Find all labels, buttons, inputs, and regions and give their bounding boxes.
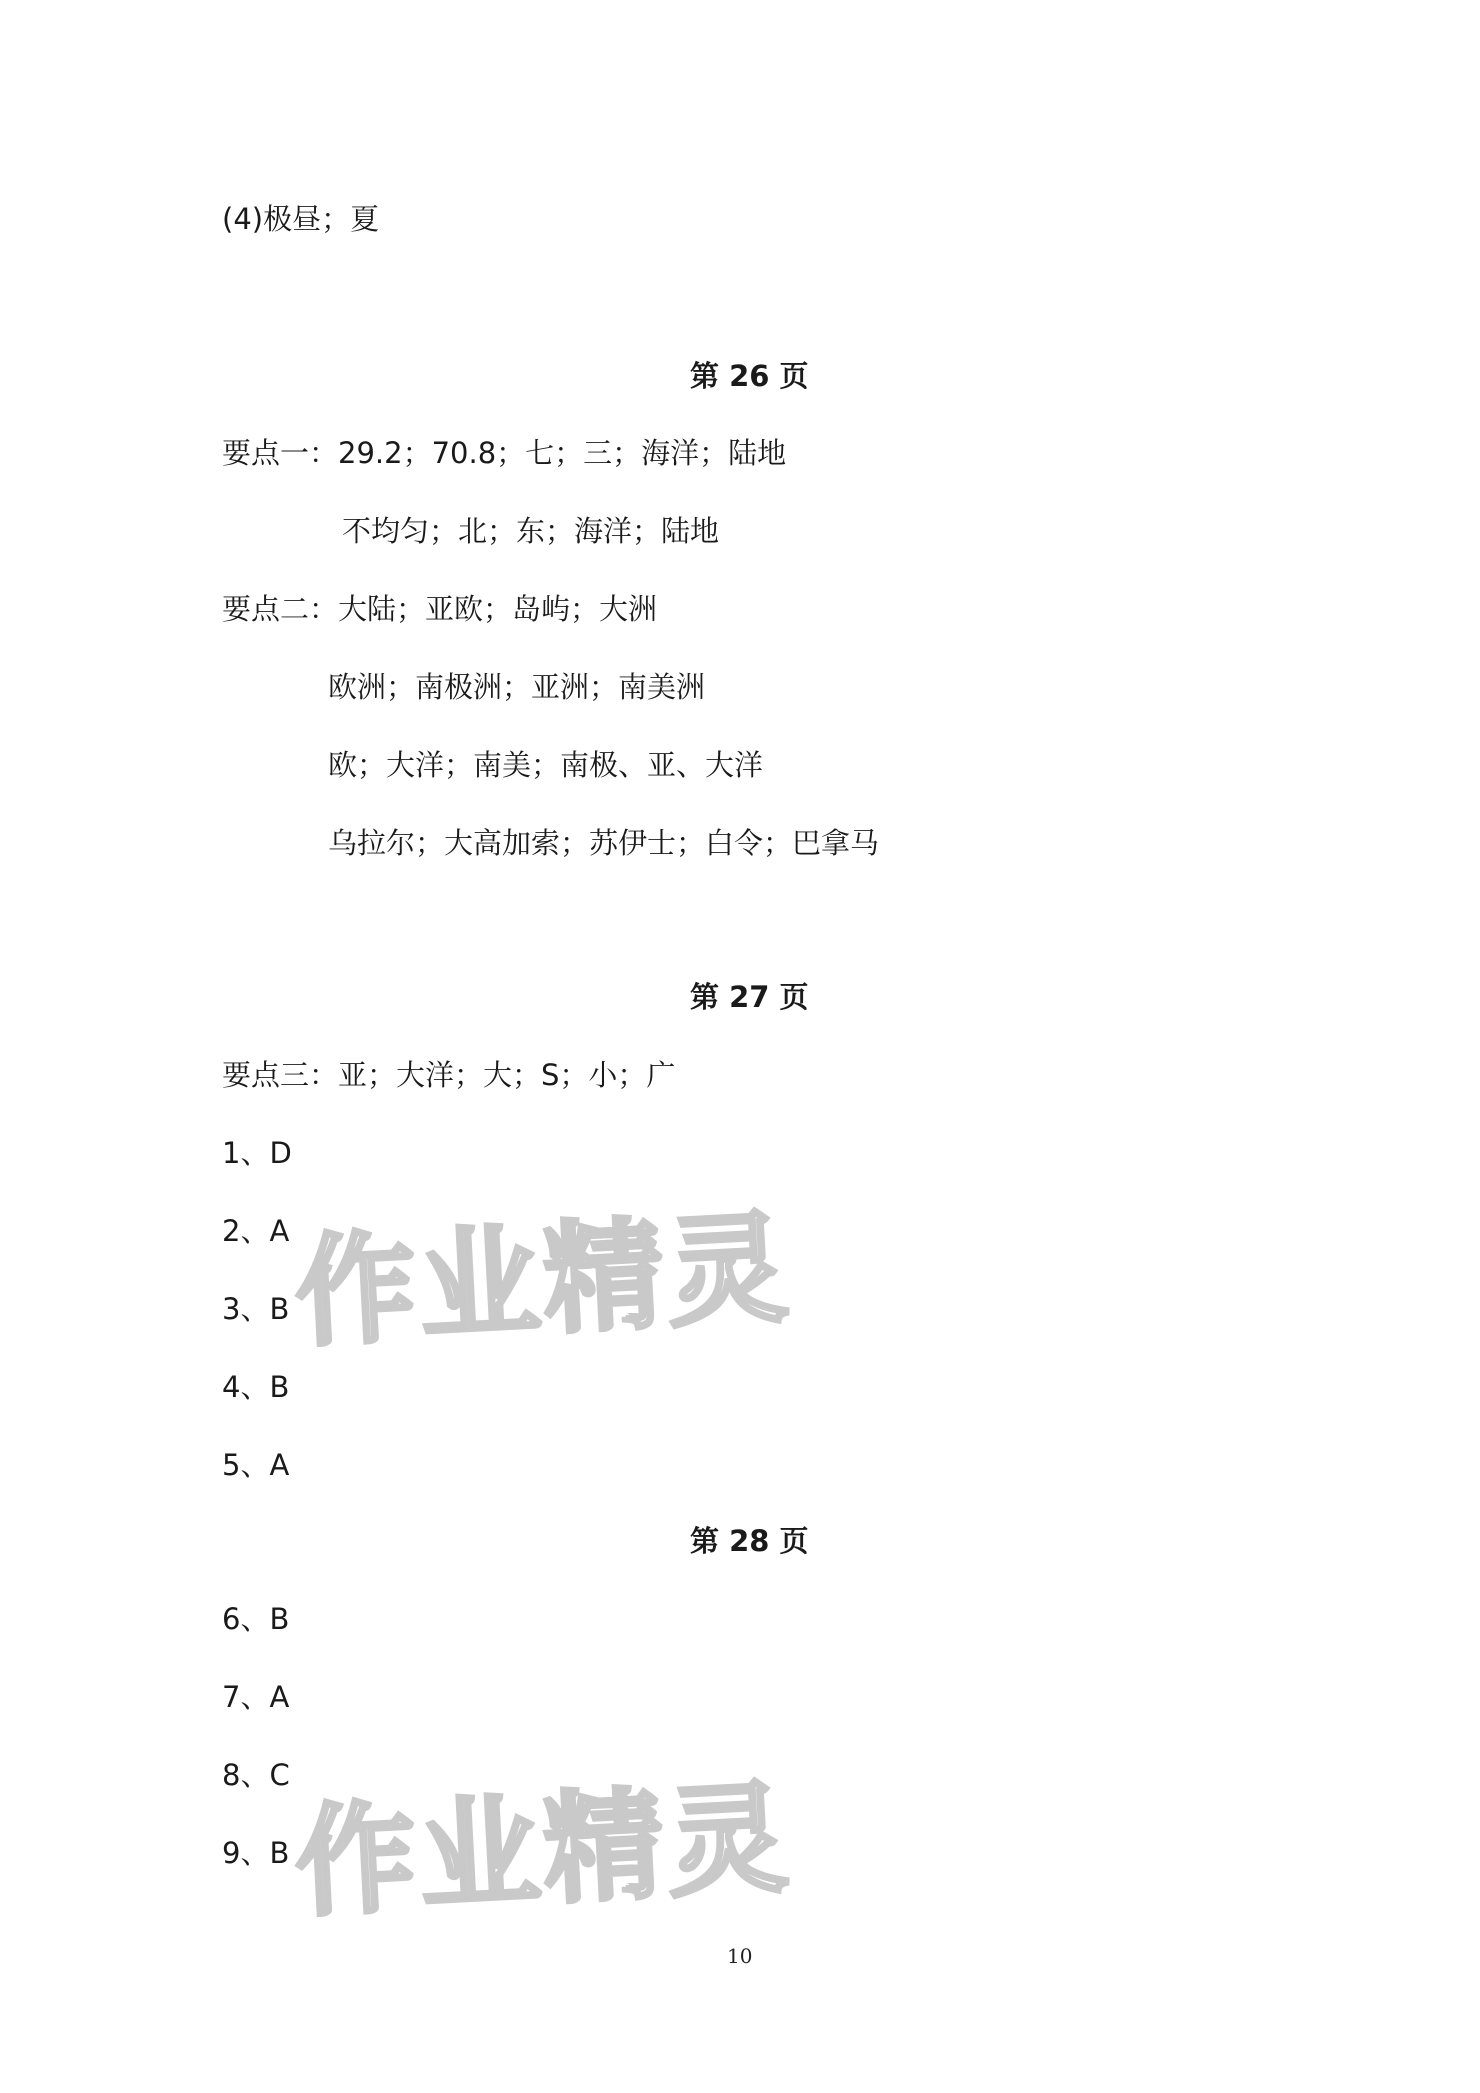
key-point-2-cont-3: 乌拉尔；大高加索；苏伊士；白令；巴拿马 [328,826,880,860]
watermark-upper: 作业精灵 [292,1199,795,1364]
answer-9: 9、B [222,1836,290,1870]
key-point-1: 要点一：29.2；70.8；七；三；海洋；陆地 [222,436,787,470]
answer-4: 4、B [222,1370,290,1404]
key-point-3: 要点三：亚；大洋；大；S；小；广 [222,1058,676,1092]
key-point-1-cont: 不均匀；北；东；海洋；陆地 [342,514,720,548]
page-heading-26: 第 26 页 [690,359,809,393]
key-point-2-cont-1: 欧洲；南极洲；亚洲；南美洲 [328,670,706,704]
answer-8: 8、C [222,1758,290,1792]
answer-7: 7、A [222,1680,290,1714]
key-point-2-cont-2: 欧；大洋；南美；南极、亚、大洋 [328,748,764,782]
answer-3: 3、B [222,1292,290,1326]
page-heading-28: 第 28 页 [690,1524,809,1558]
answer-1: 1、D [222,1136,292,1170]
page-heading-27: 第 27 页 [690,980,809,1014]
key-point-2: 要点二：大陆；亚欧；岛屿；大洲 [222,592,658,626]
answer-5: 5、A [222,1448,290,1482]
answer-6: 6、B [222,1602,290,1636]
page-number: 10 [727,1944,753,1968]
answer-line-4: (4)极昼；夏 [222,202,380,236]
answer-2: 2、A [222,1214,290,1248]
watermark-lower: 作业精灵 [292,1769,795,1934]
